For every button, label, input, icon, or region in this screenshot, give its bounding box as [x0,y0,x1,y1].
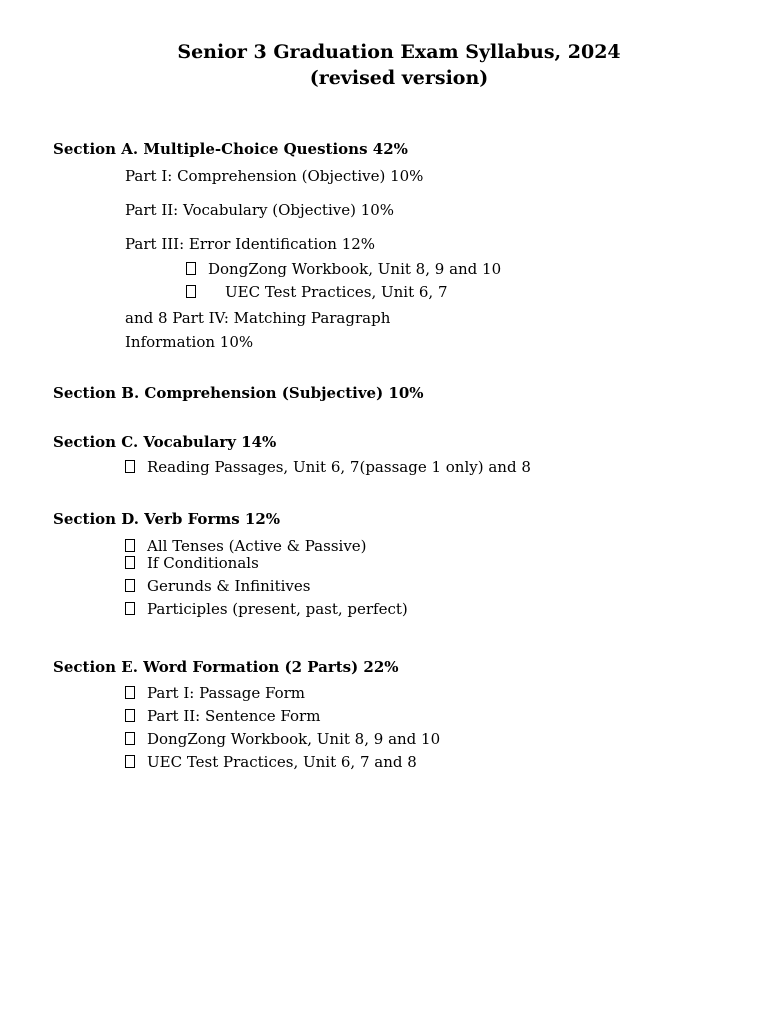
list-item-text: Participles (present, past, perfect) [147,600,408,618]
list-item-text: Part I: Passage Form [147,684,306,702]
list-item [186,282,448,302]
missing-glyph-box-icon [125,460,135,473]
list-item [125,729,440,749]
document-title: Senior 3 Graduation Exam Syllabus, 2024 [177,41,621,63]
list-item [125,706,320,726]
list-item [125,553,259,573]
section-a-part-3: Part III: Error Identification 12% [125,235,376,253]
list-item [125,752,417,772]
list-item-text: Reading Passages, Unit 6, 7(passage 1 only) and 8 [147,458,531,476]
missing-glyph-box-icon [125,755,135,768]
missing-glyph-box-icon [125,539,135,552]
document-subtitle: (revised version) [309,67,489,89]
list-item-text: UEC Test Practices, Unit 6, 7 and 8 [147,753,417,771]
list-item-text: DongZong Workbook, Unit 8, 9 and 10 [208,260,502,278]
section-a-part-4-line-2: Information 10% [125,333,254,351]
section-b-heading: Section B. Comprehension (Subjective) 10% [53,384,424,402]
missing-glyph-box-icon [125,556,135,569]
list-item [125,457,531,477]
list-item-text: If Conditionals [147,554,259,572]
list-item-text: All Tenses (Active & Passive) [147,537,367,555]
list-item-text: DongZong Workbook, Unit 8, 9 and 10 [147,730,441,748]
missing-glyph-box-icon [125,732,135,745]
section-a-part-4-line-1: and 8 Part IV: Matching Paragraph [125,309,391,327]
section-a-part-1: Part I: Comprehension (Objective) 10% [125,167,424,185]
section-a-part-2: Part II: Vocabulary (Objective) 10% [125,201,395,219]
missing-glyph-box-icon [125,709,135,722]
missing-glyph-box-icon [186,262,196,275]
list-item-text: UEC Test Practices, Unit 6, 7 [225,283,448,301]
section-d-heading: Section D. Verb Forms 12% [53,510,281,528]
list-item [186,259,501,279]
list-item [125,576,310,596]
missing-glyph-box-icon [186,285,196,298]
list-item-text: Gerunds & Infinitives [147,577,311,595]
section-a-heading: Section A. Multiple-Choice Questions 42% [53,140,408,158]
section-e-heading: Section E. Word Formation (2 Parts) 22% [53,658,399,676]
list-item [125,683,305,703]
missing-glyph-box-icon [125,579,135,592]
list-item [125,599,408,619]
list-item-text: Part II: Sentence Form [147,707,321,725]
missing-glyph-box-icon [125,602,135,615]
missing-glyph-box-icon [125,686,135,699]
section-c-heading: Section C. Vocabulary 14% [53,433,277,451]
